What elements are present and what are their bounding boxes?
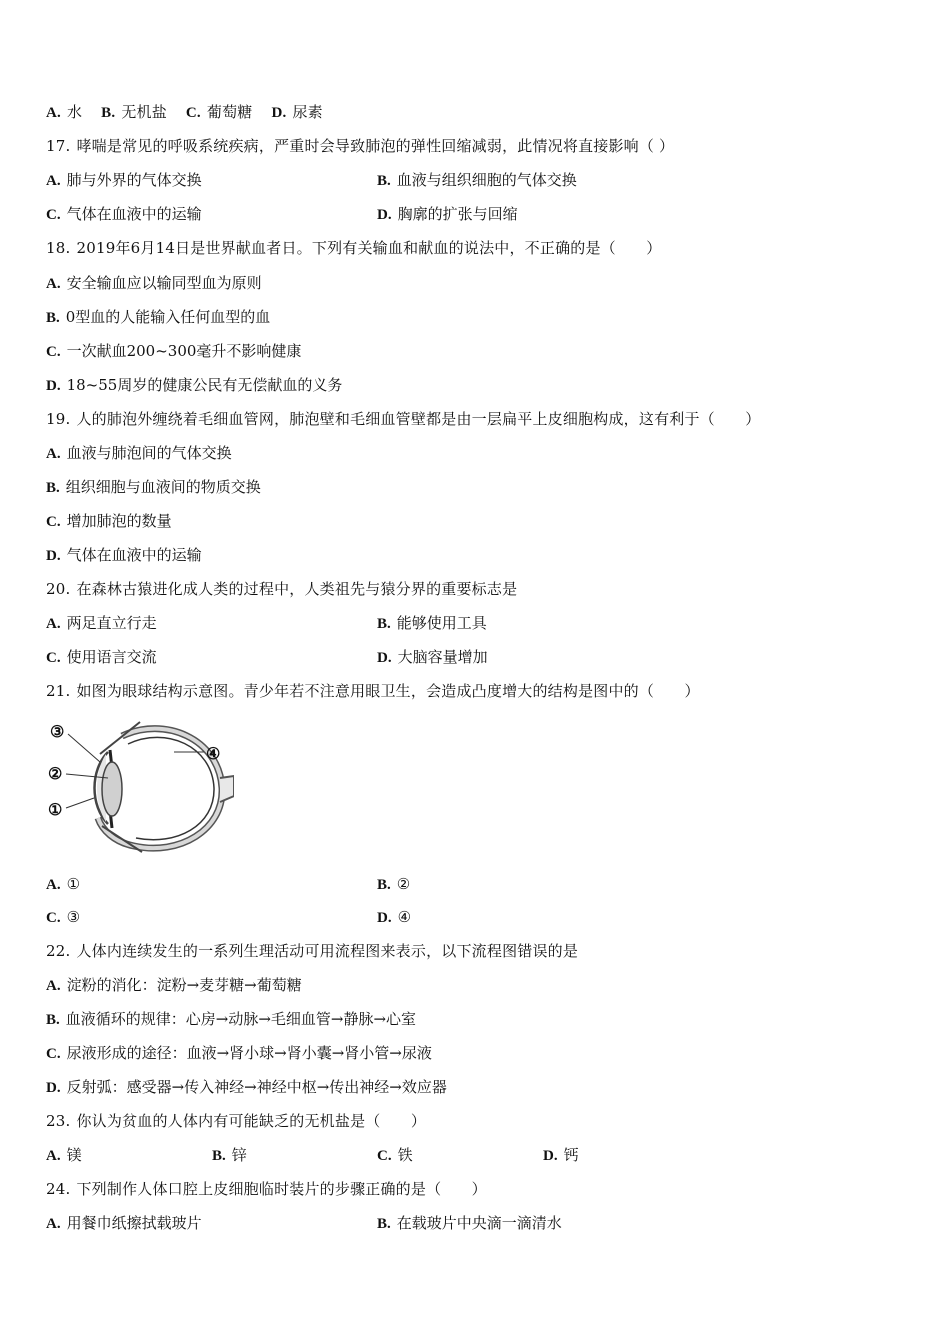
q18-option-b xyxy=(46,305,270,329)
question-number: 22. xyxy=(46,942,71,960)
option-label: B. xyxy=(377,173,391,189)
option-text: 一次献血200~300毫升不影响健康 xyxy=(66,342,302,360)
question-22-stem xyxy=(46,939,578,963)
option-label: C. xyxy=(46,207,61,223)
option-label: D. xyxy=(46,1080,61,1096)
option-text: 血液循环的规律：心房→动脉→毛细血管→静脉→心室 xyxy=(65,1010,417,1028)
diagram-label-3: ③ xyxy=(50,722,65,741)
option-label: B. xyxy=(377,1216,391,1232)
option-label: B. xyxy=(212,1148,226,1164)
option-label: D. xyxy=(377,207,392,223)
q16-options-row xyxy=(46,100,323,124)
question-text: 在森林古猿进化成人类的过程中，人类祖先与猿分界的重要标志是 xyxy=(76,580,518,598)
question-text: 哮喘是常见的呼吸系统疾病，严重时会导致肺泡的弹性回缩减弱，此情况将直接影响（ ） xyxy=(76,137,675,155)
option-text: ① xyxy=(66,875,81,893)
option-text: 反射弧：感受器→传入神经→神经中枢→传出神经→效应器 xyxy=(66,1078,447,1096)
option-text: 18~55周岁的健康公民有无偿献血的义务 xyxy=(66,376,343,394)
question-number: 21. xyxy=(46,682,71,700)
option-text: 两足直立行走 xyxy=(66,614,157,632)
option-label: B. xyxy=(46,480,60,496)
option-text: 血液与组织细胞的气体交换 xyxy=(396,171,577,189)
question-text: 人体内连续发生的一系列生理活动可用流程图来表示，以下流程图错误的是 xyxy=(76,942,579,960)
option-label: A. xyxy=(46,105,61,121)
option-text: 增加肺泡的数量 xyxy=(66,512,172,530)
option-label: D. xyxy=(377,650,392,666)
q21-option-c xyxy=(46,905,80,929)
q20-option-b xyxy=(377,611,487,635)
q24-option-b xyxy=(377,1211,562,1235)
question-number: 19. xyxy=(46,410,71,428)
option-label: C. xyxy=(377,1148,392,1164)
question-23-stem xyxy=(46,1109,426,1133)
question-text: 2019年6月14日是世界献血者日。下列有关输血和献血的说法中，不正确的是（ ） xyxy=(76,239,662,257)
question-number: 23. xyxy=(46,1112,71,1130)
option-text: 大脑容量增加 xyxy=(397,648,488,666)
diagram-label-2: ② xyxy=(48,764,63,783)
option-label: D. xyxy=(377,910,392,926)
q20-option-d xyxy=(377,645,488,669)
option-text: 胸廓的扩张与回缩 xyxy=(397,205,518,223)
question-number: 18. xyxy=(46,239,71,257)
q22-option-b xyxy=(46,1007,416,1031)
question-18-stem xyxy=(46,236,661,260)
option-text: 安全输血应以输同型血为原则 xyxy=(66,274,262,292)
option-label: A. xyxy=(46,1216,61,1232)
q18-option-a xyxy=(46,271,262,295)
option-label: A. xyxy=(46,173,61,189)
option-text: 气体在血液中的运输 xyxy=(66,205,202,223)
q22-option-a xyxy=(46,973,302,997)
q23-option-d xyxy=(543,1143,579,1167)
question-text: 人的肺泡外缠绕着毛细血管网，肺泡壁和毛细血管壁都是由一层扁平上皮细胞构成，这有利于（ ） xyxy=(76,410,761,428)
option-text: 气体在血液中的运输 xyxy=(66,546,202,564)
option-label: C. xyxy=(46,344,61,360)
diagram-label-1: ① xyxy=(48,800,63,819)
option-label: C. xyxy=(46,514,61,530)
q19-option-c xyxy=(46,509,172,533)
q23-option-a xyxy=(46,1143,82,1167)
question-number: 17. xyxy=(46,137,71,155)
option-text: 肺与外界的气体交换 xyxy=(66,171,202,189)
option-text: 水 xyxy=(66,103,83,121)
question-21-stem xyxy=(46,679,700,703)
option-label: D. xyxy=(543,1148,558,1164)
option-label: B. xyxy=(101,105,116,121)
q17-option-d xyxy=(377,202,518,226)
q21-option-b xyxy=(377,872,410,896)
option-label: A. xyxy=(46,877,61,893)
question-text: 如图为眼球结构示意图。青少年若不注意用眼卫生，会造成凸度增大的结构是图中的（ ） xyxy=(76,682,700,700)
q19-option-d xyxy=(46,543,202,567)
q17-option-c xyxy=(46,202,202,226)
option-label: D. xyxy=(46,378,61,394)
q22-option-c xyxy=(46,1041,432,1065)
option-label: C. xyxy=(46,910,61,926)
option-text: 铁 xyxy=(397,1146,413,1164)
option-label: A. xyxy=(46,978,61,994)
option-text: 葡萄糖 xyxy=(206,103,253,121)
question-17-stem xyxy=(46,134,674,158)
option-text: ② xyxy=(396,875,411,893)
option-text: 尿素 xyxy=(292,103,323,121)
option-label: B. xyxy=(377,877,391,893)
option-label: B. xyxy=(46,1012,60,1028)
q24-option-a xyxy=(46,1211,202,1235)
option-label: C. xyxy=(46,650,61,666)
question-number: 20. xyxy=(46,580,71,598)
question-text: 下列制作人体口腔上皮细胞临时装片的步骤正确的是（ ） xyxy=(76,1180,487,1198)
question-20-stem xyxy=(46,577,517,601)
option-label: A. xyxy=(46,616,61,632)
q17-option-b xyxy=(377,168,577,192)
option-text: 淀粉的消化：淀粉→麦芽糖→葡萄糖 xyxy=(66,976,302,994)
option-label: A. xyxy=(46,276,61,292)
q20-option-c xyxy=(46,645,157,669)
q22-option-d xyxy=(46,1075,447,1099)
option-text: 用餐巾纸擦拭载玻片 xyxy=(66,1214,202,1232)
option-label: C. xyxy=(185,105,201,121)
option-label: D. xyxy=(46,548,61,564)
option-label: C. xyxy=(46,1046,61,1062)
option-text: 锌 xyxy=(231,1146,247,1164)
q19-option-b xyxy=(46,475,261,499)
option-text: 在载玻片中央滴一滴清水 xyxy=(396,1214,562,1232)
q18-option-c xyxy=(46,339,301,363)
question-24-stem xyxy=(46,1177,487,1201)
option-text: 血液与肺泡间的气体交换 xyxy=(66,444,232,462)
option-label: D. xyxy=(271,105,287,121)
eyeball-diagram xyxy=(44,718,234,856)
option-text: 尿液形成的途径：血液→肾小球→肾小囊→肾小管→尿液 xyxy=(66,1044,432,1062)
q21-option-d xyxy=(377,905,411,929)
option-text: 钙 xyxy=(563,1146,579,1164)
q21-option-a xyxy=(46,872,80,896)
option-text: 0型血的人能输入任何血型的血 xyxy=(65,308,271,326)
option-label: B. xyxy=(377,616,391,632)
q17-option-a xyxy=(46,168,202,192)
diagram-label-4: ④ xyxy=(206,744,221,763)
option-text: 使用语言交流 xyxy=(66,648,157,666)
option-label: B. xyxy=(46,310,60,326)
option-text: ④ xyxy=(397,908,412,926)
q19-option-a xyxy=(46,441,232,465)
option-text: ③ xyxy=(66,908,81,926)
question-19-stem xyxy=(46,407,760,431)
q18-option-d xyxy=(46,373,342,397)
q23-option-c xyxy=(377,1143,413,1167)
option-label: A. xyxy=(46,1148,61,1164)
option-text: 镁 xyxy=(66,1146,82,1164)
question-text: 你认为贫血的人体内有可能缺乏的无机盐是（ ） xyxy=(76,1112,427,1130)
eyeball-illustration xyxy=(44,718,234,856)
option-text: 无机盐 xyxy=(121,103,167,121)
option-text: 能够使用工具 xyxy=(396,614,487,632)
option-label: A. xyxy=(46,446,61,462)
q23-option-b xyxy=(212,1143,247,1167)
question-number: 24. xyxy=(46,1180,71,1198)
option-text: 组织细胞与血液间的物质交换 xyxy=(65,478,261,496)
q20-option-a xyxy=(46,611,157,635)
